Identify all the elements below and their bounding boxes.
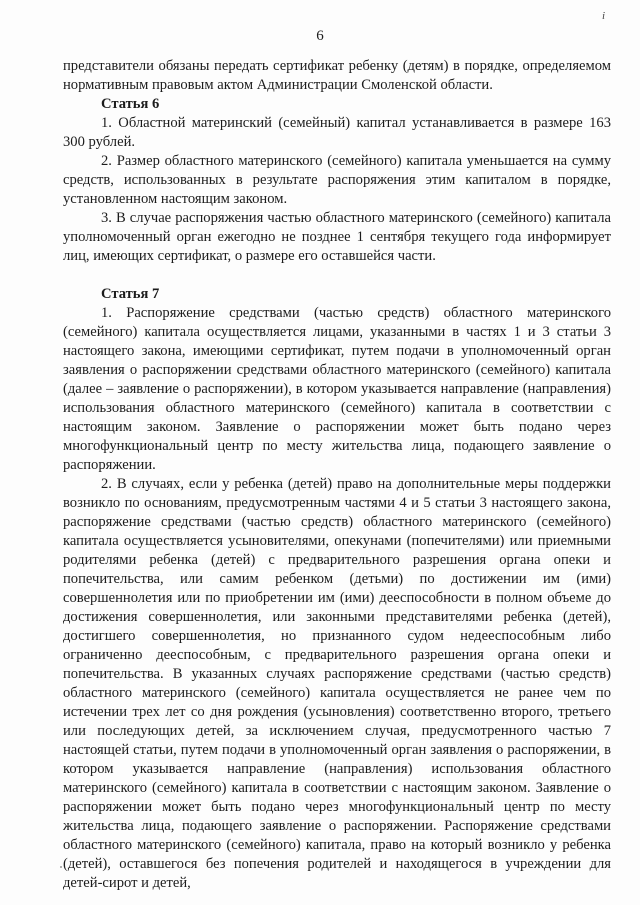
article-7-paragraph-2: 2. В случаях, если у ребенка (детей) право на дополнительные меры поддержки возникло по основаниям, предусмотренным частями 4 и 5 статьи 3 настоящего закона, распоряжение средствами (частью средств) областного материнского (семейного) капитала осуществляется усыновителями, опекунами (попечителями) или приемными родителями ребенка (детей) с предварительного разрешения органа опеки и попечительства, или самим ребенком (детьми) по достижении им (ими) совершеннолетия или по приобретении им (ими) дееспособности в полном объеме до достижения совершеннолетия, или законными представителями ребенка (детей), достигшего совершеннолетия, но признанного судом недееспособным либо ограниченно дееспособным, с предварительного разрешения органа опеки и попечительства. В указанных случаях распоряжение средствами (частью средств) областного материнского (семейного) капитала осуществляется не ранее чем по истечении трех лет со дня рождения (усыновления) соответственно второго, третьего или последующих детей, за исключением случая, предусмотренного частью 7 настоящей статьи, путем подачи в уполномоченный орган заявления о распоряжении, в котором указывается направление (направления) использования областного материнского (семейного) капитала в соответствии с настоящим законом. Заявление о распоряжении может быть подано через многофункциональный центр по месту жительства лица, подающего заявление о распоряжении. Распоряжение средствами областного материнского (семейного) капитала, право на который возникло у ребенка (детей), оставшегося без попечения родителей и находящегося в учреждении для детей-сирот и детей, [63,476,611,891]
section-spacer [63,266,611,285]
article-6-heading: Статья 6 [101,96,160,112]
page-number: 6 [316,28,324,44]
article-6-paragraph-2: 2. Размер областного материнского (семейного) капитала уменьшается на сумму средств, использованных в результате распоряжения этим капиталом в порядке, установленном настоящим законом. [63,153,611,207]
article-6-paragraph-1: 1. Областной материнский (семейный) капитал устанавливается в размере 163 300 рублей. [63,115,611,150]
document-body [63,57,611,893]
corner-mark: i [602,10,606,22]
article-6-paragraph-3: 3. В случае распоряжения частью областного материнского (семейного) капитала уполномоченный орган ежегодно не позднее 1 сентября текущего года информирует лиц, имеющих сертификат, о размере его оставшейся части. [63,210,611,264]
scan-speck [60,866,62,868]
article-7-heading: Статья 7 [101,286,160,302]
article-7-paragraph-1: 1. Распоряжение средствами (частью средств) областного материнского (семейного) капитала осуществляется лицами, указанными в частях 1 и 3 статьи 3 настоящего закона, имеющими сертификат, путем подачи в уполномоченный орган заявления о распоряжении средствами областного материнского (семейного) капитала (далее – заявление о распоряжении), в котором указывается направление (направления) использования областного материнского (семейного) капитала в соответствии с настоящим законом. Заявление о распоряжении может быть подано через многофункциональный центр по месту жительства лица, подающего заявление о распоряжении. [63,305,611,473]
intro-paragraph: представители обязаны передать сертификат ребенку (детям) в порядке, определяемом нормативным правовым актом Администрации Смоленской области. [63,58,611,93]
